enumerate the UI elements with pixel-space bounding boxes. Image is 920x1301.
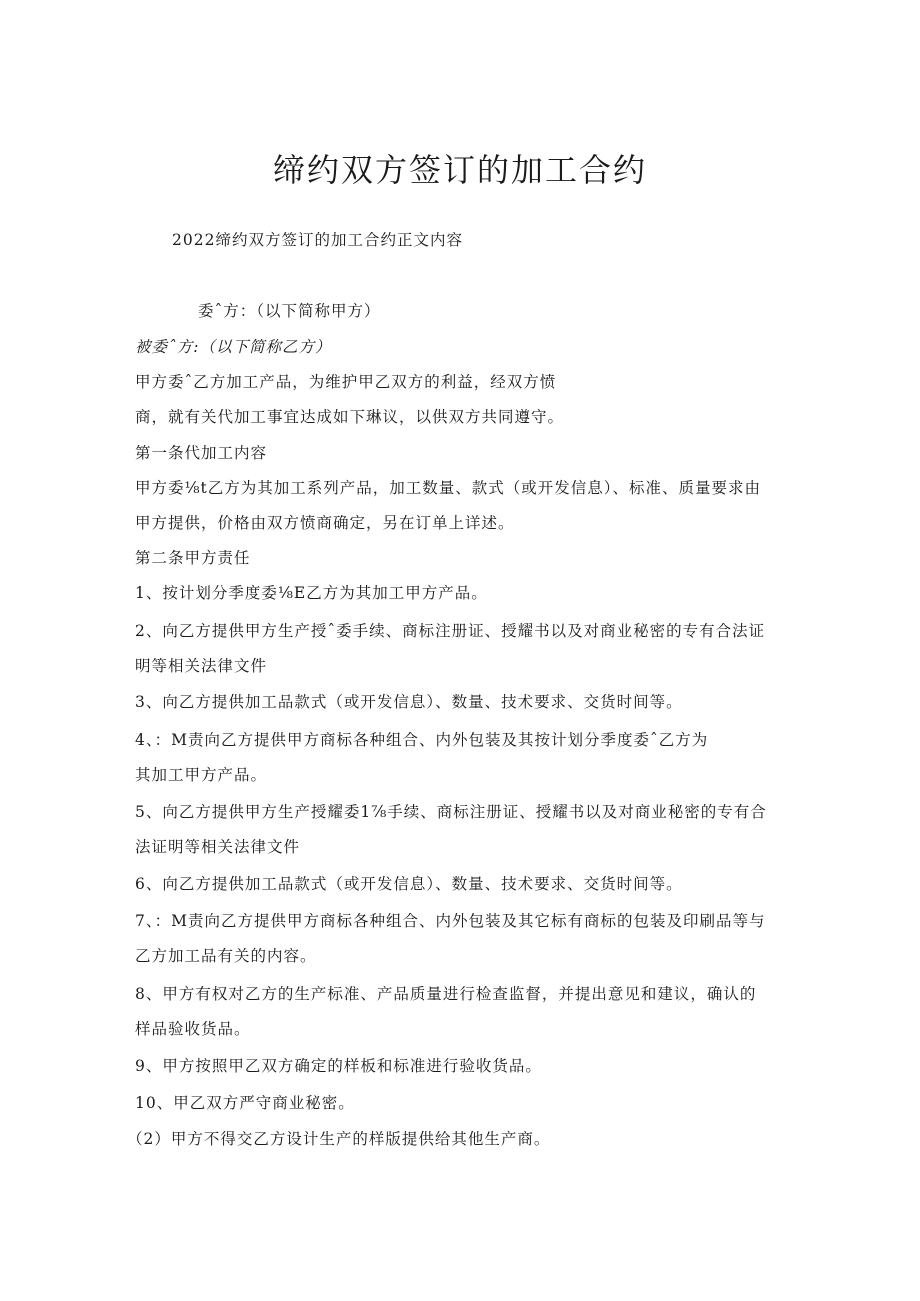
- clause-line: 2、向乙方提供甲方生产授ˆ委手续、商标注册证、授耀书以及对商业秘密的专有合法证: [135, 622, 766, 640]
- clause-line: 其加工甲方产品。: [135, 766, 268, 784]
- clause-line: 乙方加工品有关的内容。: [135, 947, 317, 965]
- clause-line: 8、甲方有权对乙方的生产标准、产品质量进行检查监督，并提出意见和建议，确认的: [135, 985, 757, 1003]
- clause-line: 7、：M责向乙方提供甲方商标各种组合、内外包装及其它标有商标的包装及印刷品等与: [135, 912, 766, 930]
- body-line: 甲方委⅛t乙方为其加工系列产品，加工数量、款式（或开发信息）、标准、质量要求由: [135, 479, 762, 497]
- clause-line: 10、甲乙双方严守商业秘密。: [135, 1094, 355, 1112]
- clause-line: 6、向乙方提供加工品款式（或开发信息）、数量、技术要求、交货时间等。: [135, 875, 683, 893]
- document-title: 缔约双方签订的加工合约: [272, 151, 647, 189]
- party-b-line: 被委ˆ方:（以下简称乙方）: [135, 338, 332, 356]
- clause-line: 法证明等相关法律文件: [135, 838, 301, 856]
- clause-line: 9、甲方按照甲乙双方确定的样板和标准进行验收货品。: [135, 1057, 542, 1075]
- clause-line: 样品验收货品。: [135, 1020, 251, 1038]
- article-heading: 第一条代加工内容: [135, 444, 268, 462]
- document-subtitle: 2022缔约双方签订的加工合约正文内容: [172, 231, 463, 249]
- clause-line: 5、向乙方提供甲方生产授耀委1⅞手续、商标注册证、授耀书以及对商业秘密的专有合: [135, 803, 767, 821]
- clause-line: 明等相关法律文件: [135, 657, 268, 675]
- clause-line: 1、按计划分季度委⅛E乙方为其加工甲方产品。: [135, 584, 488, 602]
- clause-line: 3、向乙方提供加工品款式（或开发信息）、数量、技术要求、交货时间等。: [135, 693, 683, 711]
- article-heading: 第二条甲方责任: [135, 549, 251, 567]
- body-line: 甲方提供，价格由双方愤商确定，另在订单上详述。: [135, 514, 515, 532]
- party-a-line: 委ˆ方：（以下简称甲方）: [198, 302, 381, 320]
- preamble-line: 商，就有关代加工事宜达成如下琳议，以供双方共同遵守。: [135, 408, 565, 426]
- preamble-line: 甲方委ˆ乙方加工产品，为维护甲乙双方的利益，经双方愤: [135, 373, 557, 391]
- clause-line: （2）甲方不得交乙方设计生产的样版提供给其他生产商。: [127, 1130, 551, 1148]
- clause-line: 4、：M责向乙方提供甲方商标各种组合、内外包装及其按计划分季度委ˆ乙方为: [135, 731, 709, 749]
